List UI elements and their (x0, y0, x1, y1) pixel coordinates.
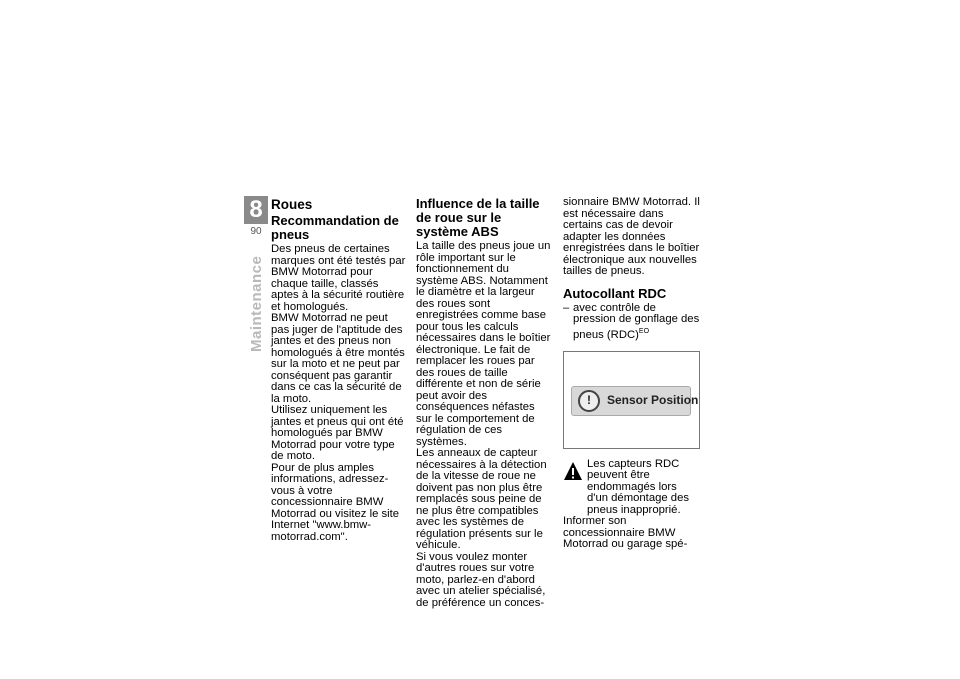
list-dash: – (563, 301, 570, 314)
sensor-position-sticker (571, 386, 699, 416)
paragraph: sionnaire BMW Motorrad. Il est nécessaire dans certains cas de devoir adapter les données enregistrées dans le boîtier électronique aux nouvelles tailles de pneus. (563, 196, 700, 277)
list-item-text (573, 303, 700, 341)
paragraph: Informer son concessionnaire BMW Motorrad ou garage spé- (563, 515, 688, 551)
paragraph: Utilisez uniquement les jantes et pneus qui ont été homologués par BMW Motorrad pour votre type de moto. (271, 404, 404, 462)
paragraph: BMW Motorrad ne peut pas juger de l'aptitude des jantes et des pneus non homologués à être montés sur la moto et ne peut par conséquent pas garantir dans ce cas la sécurité de la moto. (271, 312, 405, 405)
warning-block (563, 459, 700, 551)
tire-warning-icon: ! (578, 390, 600, 412)
chapter-title: Maintenance (248, 255, 265, 352)
paragraph: Pour de plus amples informations, adressez-vous à votre concessionnaire BMW Motorrad ou visitez le site Internet "www.bmw-motorrad.com". (271, 461, 400, 543)
paragraph: Des pneus de certaines marques ont été testés par BMW Motorrad pour chaque taille, classés aptes à la sécurité routière et homologués. (271, 243, 406, 313)
heading-autocollant-rdc: Autocollant RDC (563, 285, 667, 301)
heading-influence-abs: Influence de la taille de roue sur le système ABS (416, 196, 540, 239)
sensor-position-text: Sensor Position (607, 393, 699, 408)
list-text: avec contrôle de pression de gonflage des pneus (RDC) (573, 301, 700, 341)
heading-roues: Roues (271, 197, 313, 212)
rdc-sticker-figure (563, 351, 700, 449)
heading-recommandation: Recommandation de pneus (271, 213, 399, 242)
paragraph: Les anneaux de capteur nécessaires à la détection de la vitesse de roue ne doivent pas non plus être remplacés sous peine de ne plus être compatibles avec les systèmes de régulation présents sur le véhicule. (416, 447, 547, 551)
column-2 (416, 197, 553, 609)
paragraph: La taille des pneus joue un rôle important sur le fonctionnement du système ABS. Notamment le diamètre et la largeur des roues sont enregistrées comme base pour tous les calculs nécessaires dans le boîtier électronique. Le fait de remplacer les roues par des roues de taille différente et non de série peut avoir des conséquences néfastes sur le comportement de régulation de ces systèmes. (416, 240, 551, 448)
chapter-number: 8 (244, 196, 268, 224)
page-number: 90 (250, 226, 262, 237)
list-superscript: EO (638, 327, 650, 335)
column-3 (563, 197, 700, 551)
warning-triangle-icon (563, 461, 583, 481)
warning-text: Les capteurs RDC peuvent être endommagés lors d'un démontage des pneus inapproprié. (587, 457, 690, 516)
column-1 (271, 197, 408, 543)
list-item (563, 303, 700, 341)
paragraph: Si vous voulez monter d'autres roues sur votre moto, parlez-en d'abord avec un atelier spécialisé, de préférence un conces- (416, 550, 546, 609)
